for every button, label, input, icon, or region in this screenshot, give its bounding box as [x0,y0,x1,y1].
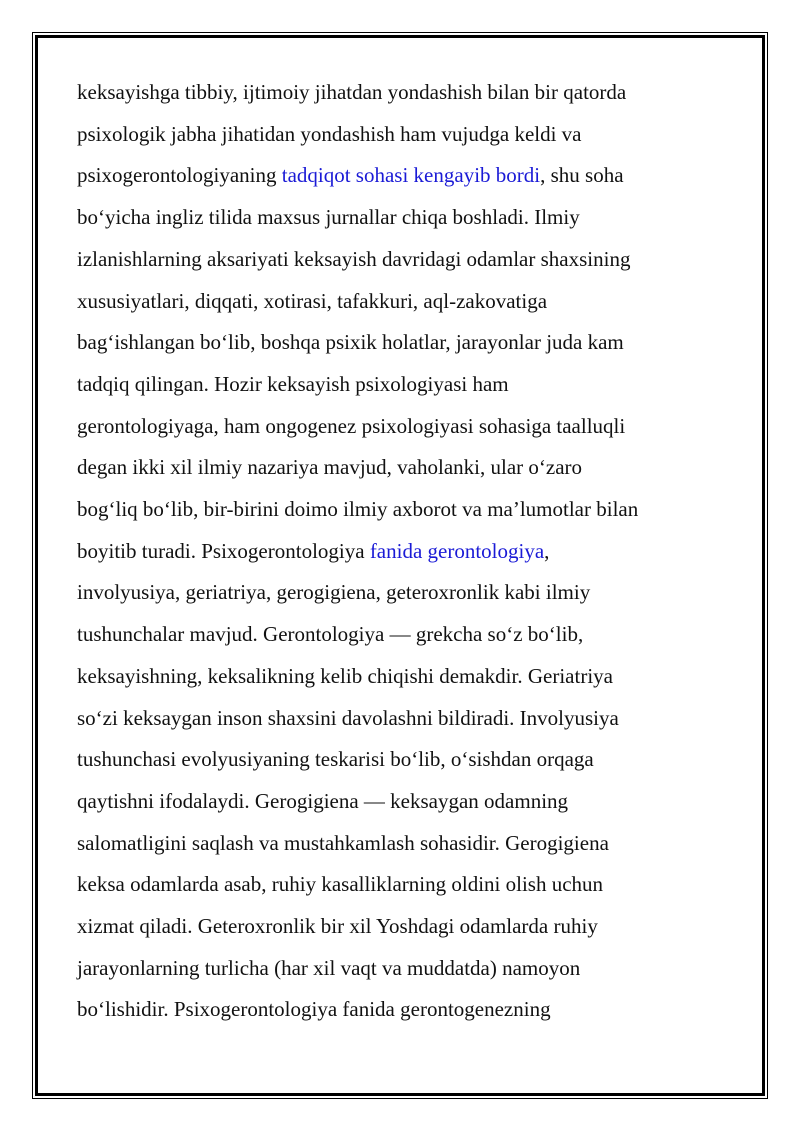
text-line [77,781,737,823]
text-run: qaytishni ifodalaydi. Gerogigiena — keksaygan odamning [77,788,569,813]
text-run: keksayishga tibbiy, ijtimoiy jihatdan yondashish bilan bir qatorda [77,80,627,104]
text-line [77,614,737,656]
text-line [77,948,737,990]
text-run: involyusiya, geriatriya, gerogigiena, geteroxronlik kabi ilmiy [77,580,591,605]
text-run: salomatligini saqlash va mustahkamlash sohasidir. Gerogigiena [77,830,609,855]
text-line [77,114,737,156]
text-run: gerontologiyaga, ham ongogenez psixologiyasi sohasiga taalluqli [77,413,626,438]
text-run: xususiyatlari, diqqati, xotirasi, tafakkuri, aql-zakovatiga [77,288,548,313]
text-run: tushunchalar mavjud. Gerontologiya — grekcha so‘z bo‘lib, [77,622,584,647]
text-run: bog‘liq bo‘lib, bir-birini doimo ilmiy axborot va ma’lumotlar bilan [77,497,639,522]
text-line [77,698,737,740]
text-run: bo‘yicha ingliz tilida maxsus jurnallar chiqa boshladi. Ilmiy [77,205,580,230]
text-run: , [544,538,550,563]
text-line [77,281,737,323]
text-line [77,864,737,906]
text-line [77,72,737,114]
text-line [77,322,737,364]
text-line [77,906,737,948]
text-line [77,989,737,1031]
text-line [77,239,737,281]
document-body [77,72,737,1031]
text-run: bo‘lishidir. Psixogerontologiya fanida gerontogenezning [77,997,551,1022]
text-run: izlanishlarning aksariyati keksayish davridagi odamlar shaxsining [77,246,631,271]
text-line [77,656,737,698]
text-run: , shu soha [540,163,624,188]
text-run: tadqiq qilingan. Hozir keksayish psixologiyasi ham [77,371,509,396]
text-line [77,572,737,614]
text-line [77,489,737,531]
text-run: so‘zi keksaygan inson shaxsini davolashni bildiradi. Involyusiya [77,705,619,730]
text-run: psixologik jabha jihatidan yondashish ham vujudga keldi va [77,121,582,146]
text-run: psixogerontologiyaning [77,163,282,188]
text-run: keksayishning, keksalikning kelib chiqishi demakdir. Geriatriya [77,663,613,688]
text-line [77,364,737,406]
text-line [77,155,737,197]
text-line [77,531,737,573]
text-line [77,406,737,448]
text-line [77,447,737,489]
text-run: tushunchasi evolyusiyaning teskarisi bo‘lib, o‘sishdan orqaga [77,747,594,772]
text-run: xizmat qiladi. Geteroxronlik bir xil Yoshdagi odamlarda ruhiy [77,914,598,939]
text-run: jarayonlarning turlicha (har xil vaqt va muddatda) namoyon [77,955,581,980]
hyperlink[interactable]: fanida gerontologiya [369,538,545,563]
text-line [77,823,737,865]
text-run: boyitib turadi. Psixogerontologiya [77,538,370,563]
text-run: degan ikki xil ilmiy nazariya mavjud, vaholanki, ular o‘zaro [77,455,583,480]
text-line [77,739,737,781]
text-run: keksa odamlarda asab, ruhiy kasalliklarning oldini olish uchun [77,872,604,897]
text-run: bag‘ishlangan bo‘lib, boshqa psixik holatlar, jarayonlar juda kam [77,330,624,355]
hyperlink[interactable]: tadqiqot sohasi kengayib bordi [281,163,541,188]
text-line [77,197,737,239]
